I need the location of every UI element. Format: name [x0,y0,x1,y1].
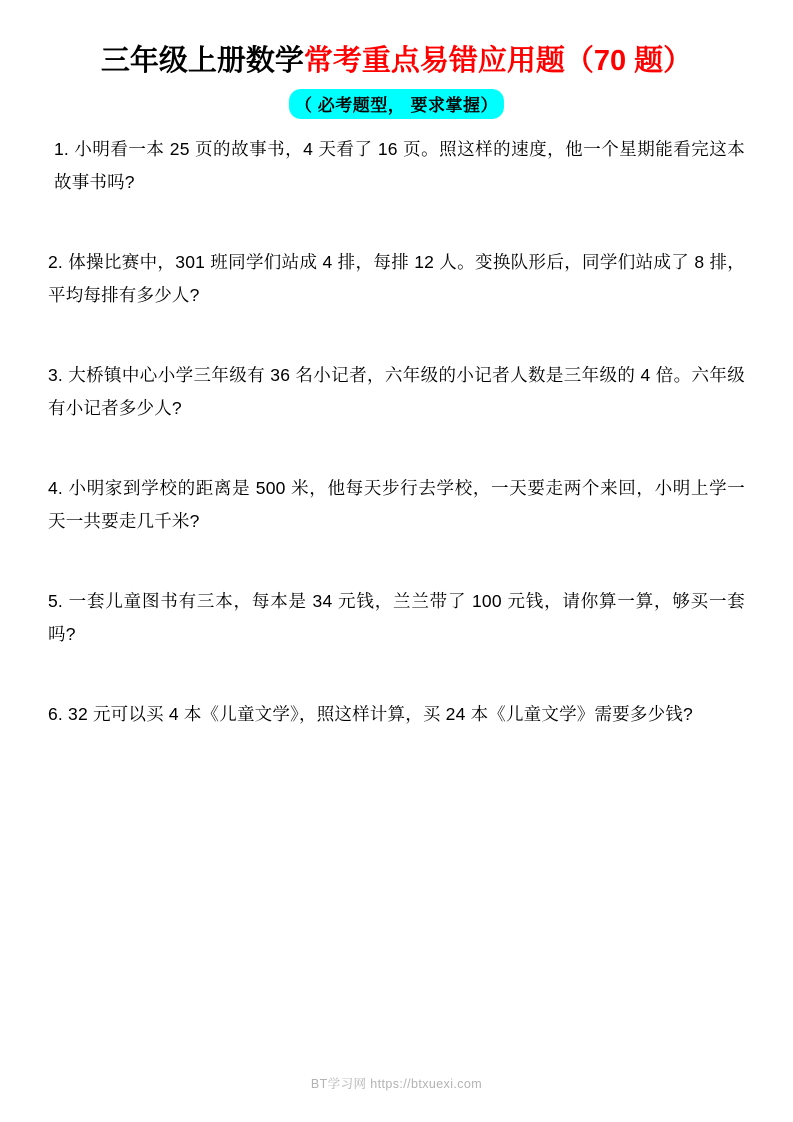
question-item: 4. 小明家到学校的距离是 500 米，他每天步行去学校，一天要走两个来回，小明上学一天一共要走几千米? [48,478,745,531]
subtitle-container [44,89,749,119]
page-title [44,38,749,79]
page-title-red: 常考重点易错应用题（70 题） [303,45,693,77]
question-item: 2. 体操比赛中，301 班同学们站成 4 排，每排 12 人。变换队形后，同学们站成了 8 排，平均每排有多少人? [48,252,745,305]
question-item: 5. 一套儿童图书有三本，每本是 34 元钱，兰兰带了 100 元钱，请你算一算，够买一套吗? [48,591,745,644]
footer-watermark: BT学习网 https://btxuexi.com [310,1077,483,1091]
page-title-black: 三年级上册数学 [100,45,304,77]
question-item: 6. 32 元可以买 4 本《儿童文学》，照这样计算，买 24 本《儿童文学》需要多少钱? [48,704,693,724]
question-list [44,133,749,731]
question-item: 1. 小明看一本 25 页的故事书，4 天看了 16 页。照这样的速度，他一个星期能看完这本故事书吗? [54,139,745,192]
question-item: 3. 大桥镇中心小学三年级有 36 名小记者，六年级的小记者人数是三年级的 4 倍。六年级有小记者多少人? [48,365,745,418]
subtitle-badge: （ 必考题型， 要求掌握） [289,89,504,119]
